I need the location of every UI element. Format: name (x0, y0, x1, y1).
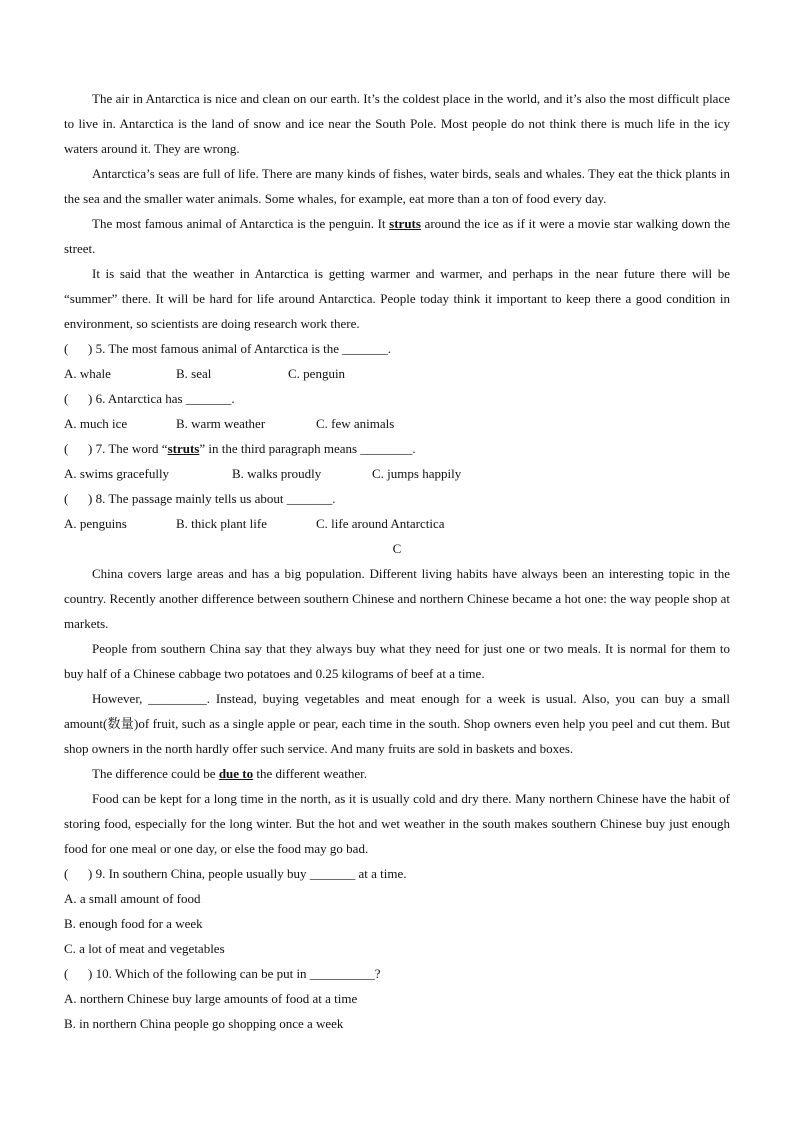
question-text: ” in the third paragraph means ________. (199, 441, 416, 456)
options-5 (64, 361, 730, 386)
option-a: A. swims gracefully (64, 466, 170, 481)
answer-paren-open: ( (64, 341, 69, 356)
answer-paren-close: ) (88, 441, 93, 456)
question-9 (64, 861, 730, 886)
bold-phrase-due-to: due to (218, 766, 254, 781)
option-b: B. enough food for a week (64, 916, 203, 931)
options-7 (64, 461, 730, 486)
question-text: 5. The most famous animal of Antarctica is the _______. (95, 341, 392, 356)
answer-paren-open: ( (64, 966, 69, 981)
paragraph (64, 761, 730, 786)
option-a: A. whale (64, 366, 111, 381)
option-c: C. life around Antarctica (316, 516, 445, 531)
paragraph: Food can be kept for a long time in the north, as it is usually cold and dry there. Many northern Chinese have the habit of storing food, especially for the long winter. But the hot and wet weather in the south makes southern Chinese buy just enough food for one meal or one day, or else the food may go bad. (64, 791, 730, 856)
answer-paren-close: ) (88, 341, 93, 356)
paragraph: The air in Antarctica is nice and clean on our earth. It’s the coldest place in the world, and it’s also the most difficult place to live in. Antarctica is the land of snow and ice near the South Pole. Most people do not think there is much life in the icy waters around it. They are wrong. (64, 91, 730, 156)
passage-c (64, 536, 730, 1036)
option-b: B. in northern China people go shopping once a week (64, 1016, 344, 1031)
answer-paren-open: ( (64, 391, 69, 406)
question-text: 7. The word “ (95, 441, 168, 456)
question-text: 8. The passage mainly tells us about _______. (95, 491, 336, 506)
question-text: 6. Antarctica has _______. (95, 391, 235, 406)
options-6 (64, 411, 730, 436)
question-5 (64, 336, 730, 361)
option-a: A. northern Chinese buy large amounts of food at a time (64, 991, 358, 1006)
answer-paren-close: ) (88, 866, 93, 881)
answer-paren-close: ) (88, 966, 93, 981)
bold-word-struts: struts (167, 441, 200, 456)
paragraph (64, 211, 730, 261)
answer-paren-close: ) (88, 491, 93, 506)
question-6 (64, 386, 730, 411)
answer-paren-close: ) (88, 391, 93, 406)
paragraph: Antarctica’s seas are full of life. There are many kinds of fishes, water birds, seals and whales. They eat the thick plants in the sea and the smaller water animals. Some whales, for example, eat more than a ton of food every day. (64, 166, 730, 206)
paragraph-text: The most famous animal of Antarctica is the penguin. It (92, 216, 390, 231)
answer-paren-open: ( (64, 866, 69, 881)
option-b: B. warm weather (176, 416, 266, 431)
paragraph: It is said that the weather in Antarctica is getting warmer and warmer, and perhaps in the near future there will be “summer” there. It will be hard for life around Antarctica. People today think it important to keep there a good condition in environment, so scientists are doing research work there. (64, 266, 730, 331)
option-b: B. walks proudly (232, 466, 322, 481)
answer-paren-open: ( (64, 441, 69, 456)
option-a: A. much ice (64, 416, 128, 431)
paragraph: China covers large areas and has a big population. Different living habits have always been an interesting topic in the country. Recently another difference between southern Chinese and northern Chinese became a hot one: the way people shop at markets. (64, 566, 730, 631)
option-b: B. seal (176, 366, 212, 381)
question-7 (64, 436, 730, 461)
paragraph: People from southern China say that they always buy what they need for just one or two meals. It is normal for them to buy half of a Chinese cabbage two potatoes and 0.25 kilograms of beef at a time. (64, 641, 730, 681)
worksheet-page (64, 86, 730, 1036)
option-b: B. thick plant life (176, 516, 267, 531)
paragraph-text: The difference could be (92, 766, 219, 781)
paragraph: However, _________. Instead, buying vegetables and meat enough for a week is usual. Also, you can buy a small amount(数量)of fruit, such as a single apple or pear, each time in the south. Shop owners even help you peel and cut them. But shop owners in the north hardly offer such service. And many fruits are sold in baskets and boxes. (64, 691, 730, 756)
paragraph-text: the different weather. (253, 766, 367, 781)
question-8 (64, 486, 730, 511)
section-heading: C (392, 541, 402, 556)
bold-word-struts: struts (389, 216, 421, 231)
answer-paren-open: ( (64, 491, 69, 506)
paragraph-text: around the ice as if it were a movie star walking down the street. (64, 216, 730, 256)
options-8 (64, 511, 730, 536)
passage-b (64, 86, 730, 536)
option-c: C. few animals (316, 416, 395, 431)
question-text: 10. Which of the following can be put in __________? (95, 966, 381, 981)
option-c: C. a lot of meat and vegetables (64, 941, 225, 956)
option-c: C. penguin (288, 366, 346, 381)
question-text: 9. In southern China, people usually buy _______ at a time. (95, 866, 407, 881)
option-c: C. jumps happily (372, 466, 462, 481)
question-10 (64, 961, 730, 986)
option-a: A. a small amount of food (64, 891, 201, 906)
option-a: A. penguins (64, 516, 127, 531)
